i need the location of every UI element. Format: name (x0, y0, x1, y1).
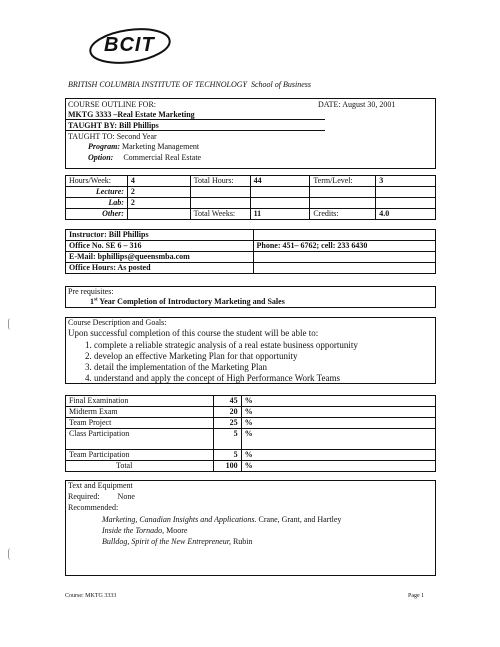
goal-item: 2. develop an effective Marketing Plan for that opportunity (85, 351, 298, 361)
footer-page: Page 1 (408, 593, 425, 599)
credits-label: Credits: (310, 209, 376, 220)
grade-value: 20 (213, 407, 241, 418)
grade-total-value: 100 (213, 461, 241, 472)
option-line: Option: Commercial Real Estate (88, 153, 202, 162)
instructor-email: E-Mail: bphillips@queensmba.com (66, 252, 254, 263)
recommended-label: Recommended: (68, 503, 119, 512)
goals-intro: Upon successful completion of this course the student will be able to: (68, 328, 319, 338)
grading-table (65, 395, 436, 472)
credits-value: 4.0 (376, 209, 436, 220)
table-row (66, 230, 436, 241)
lecture-label: Lecture: (66, 187, 128, 198)
total-hours-value: 44 (250, 176, 310, 187)
goal-item: 3. detail the implementation of the Marketing Plan (85, 362, 267, 372)
goal-item: 1. complete a reliable strategic analysis of a real estate business opportunity (85, 340, 358, 350)
text-equipment-label: Text and Equipment (68, 481, 133, 490)
table-row (66, 407, 436, 418)
grade-value: 25 (213, 418, 241, 429)
table-row (66, 263, 436, 274)
institute-name: BRITISH COLUMBIA INSTITUTE OF TECHNOLOGY School of Business (68, 80, 311, 89)
lab-label: Lab: (66, 198, 128, 209)
grade-label: Team Project (66, 418, 214, 429)
instructor-phone: Phone: 451– 6762; cell: 233 6430 (253, 241, 435, 252)
hole-punch-mark (8, 548, 14, 560)
outline-label: COURSE OUTLINE FOR: (68, 100, 157, 109)
lecture-value: 2 (127, 187, 190, 198)
hours-week-label: Hours/Week: (66, 176, 128, 187)
grade-total-label: Total (66, 461, 214, 472)
goals-label: Course Description and Goals: (68, 318, 167, 327)
outline-date: DATE: August 30, 2001 (318, 100, 396, 109)
table-row (66, 241, 436, 252)
grade-unit: % (241, 429, 435, 450)
total-hours-label: Total Hours: (190, 176, 250, 187)
hole-punch-mark (8, 318, 14, 330)
table-row (66, 450, 436, 461)
grade-label: Class Participation (66, 429, 214, 450)
program-line: Program: Marketing Management (88, 142, 200, 151)
office-number: Office No. SE 6 – 316 (66, 241, 254, 252)
office-hours: Office Hours: As posted (66, 263, 254, 274)
bcit-logo (86, 24, 176, 68)
book-entry: Inside the Tornado, Moore (102, 526, 188, 535)
grade-unit: % (241, 396, 435, 407)
table-row (66, 418, 436, 429)
taught-to: TAUGHT TO: Second Year (68, 132, 157, 141)
hours-table (65, 175, 436, 220)
goal-item: 4. understand and apply the concept of High Performance Work Teams (85, 373, 340, 383)
table-row (66, 187, 436, 198)
instructor-table (65, 229, 436, 274)
term-value: 3 (376, 176, 436, 187)
grade-unit: % (241, 418, 435, 429)
table-row (66, 198, 436, 209)
book-entry: Bulldog, Spirit of the New Entrepreneur, Rubin (102, 537, 253, 546)
total-weeks-value: 11 (250, 209, 310, 220)
grade-label: Midterm Exam (66, 407, 214, 418)
prerequisites-text: 1st Year Completion of Introductory Marketing and Sales (90, 297, 285, 306)
grade-label: Final Examination (66, 396, 214, 407)
footer-course: Course: MKTG 3333 (65, 593, 117, 599)
total-weeks-label: Total Weeks: (190, 209, 250, 220)
grade-unit: % (241, 461, 435, 472)
grade-value: 45 (213, 396, 241, 407)
logo-text: BCIT (104, 34, 155, 56)
taught-by: TAUGHT BY: Bill Phillips (68, 121, 159, 130)
course-title: MKTG 3333 –Real Estate Marketing (68, 110, 195, 119)
lab-value: 2 (127, 198, 190, 209)
term-label: Term/Level: (310, 176, 376, 187)
table-row (66, 461, 436, 472)
table-row (66, 209, 436, 220)
other-label: Other: (66, 209, 128, 220)
table-row (66, 176, 436, 187)
book-entry: Marketing, Canadian Insights and Applications. Crane, Grant, and Hartley (102, 515, 342, 524)
hours-week-value: 4 (127, 176, 190, 187)
instructor-name: Instructor: Bill Phillips (66, 230, 254, 241)
table-row (66, 252, 436, 263)
grade-unit: % (241, 450, 435, 461)
table-row (66, 396, 436, 407)
required-line: Required: None (68, 492, 135, 501)
grade-label: Team Participation (66, 450, 214, 461)
table-row (66, 429, 436, 450)
grade-value: 5 (213, 429, 241, 450)
grade-value: 5 (213, 450, 241, 461)
prerequisites-label: Pre requisites: (68, 287, 114, 296)
grade-unit: % (241, 407, 435, 418)
